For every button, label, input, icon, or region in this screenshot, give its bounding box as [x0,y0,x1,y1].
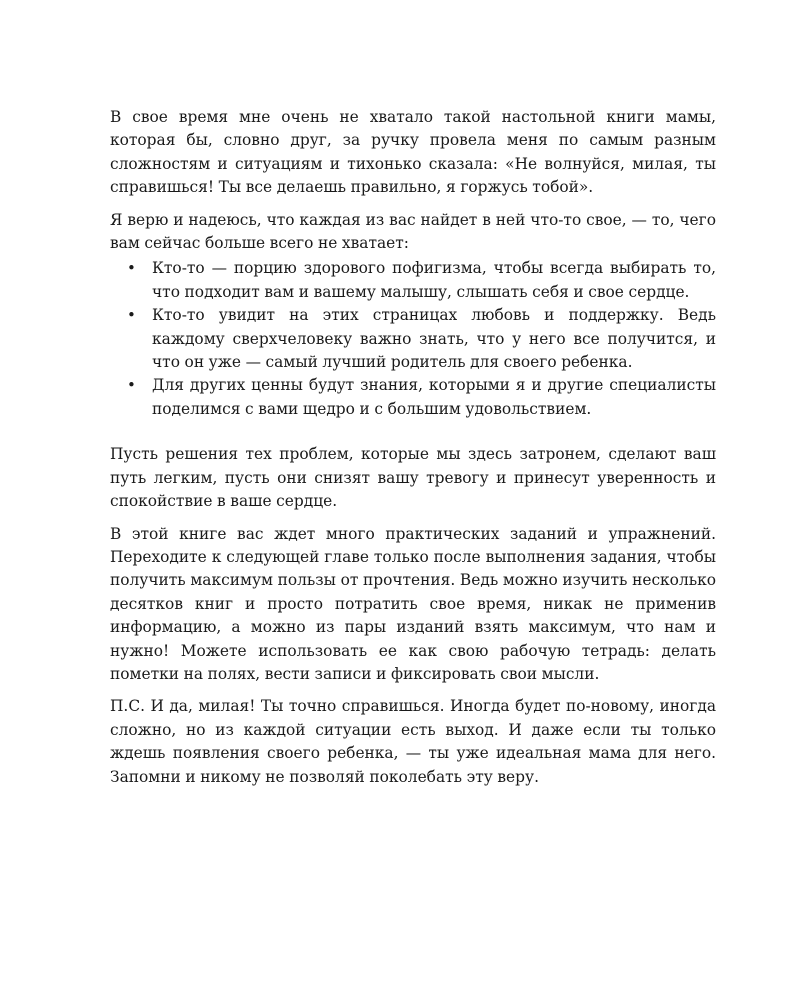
page-body [110,106,716,798]
bullet-icon: • [127,376,136,395]
list-item [110,374,716,421]
bullet-icon: • [127,259,136,278]
paragraph-intro: В свое время мне очень не хватало такой настольной книги мамы, которая бы, словно друг, за ручку провела меня по самым разным сложностям и ситуациям и тихонько сказала: «Не волнуйся, милая, ты справишься! Ты все делаешь правильно, я горжусь тобой». [110,108,716,197]
list-item [110,257,716,304]
bullet-icon: • [127,306,136,325]
bullet-text: Кто-то увидит на этих страницах любовь и поддержку. Ведь каждому сверхчеловеку важно знать, что у него все получится, и что он уже — самый лучший родитель для своего ребенка. [152,306,716,372]
bullet-text: Для других ценны будут знания, которыми я и другие специалисты поделимся с вами щедро и с большим удовольствием. [152,376,716,418]
paragraph-hope: Я верю и надеюсь, что каждая из вас найдет в ней что-то свое, — то, чего вам сейчас больше всего не хватает: [110,210,716,253]
paragraph-exercises: В этой книге вас ждет много практических заданий и упражнений. Переходите к следующей главе только после выполнения задания, чтобы получить максимум пользы от прочтения. Ведь можно изучить несколько десятков книг и просто потратить свое время, никак не применив информацию, а можно из пары изданий взять максимум, что нам и нужно! Можете использовать ее как свою рабочую тетрадь: делать пометки на полях, вести записи и фиксировать свои мысли. [110,524,716,683]
bullet-text: Кто-то — порцию здорового пофигизма, чтобы всегда выбирать то, что подходит вам и вашему малышу, слышать себя и свое сердце. [152,259,716,301]
paragraph-postscript: П.С. И да, милая! Ты точно справишься. Иногда будет по-новому, иногда сложно, но из каждой ситуации есть выход. И даже если ты только ждешь появления своего ребенка, — ты уже идеальная мама для него. Запомни и никому не позволяй поколебать эту веру. [110,697,716,786]
list-item [110,304,716,374]
bullet-list [110,257,716,421]
paragraph-solutions: Пусть решения тех проблем, которые мы здесь затронем, сделают ваш путь легким, пусть они снизят вашу тревогу и принесут уверенность и спокойствие в ваше сердце. [110,445,716,511]
